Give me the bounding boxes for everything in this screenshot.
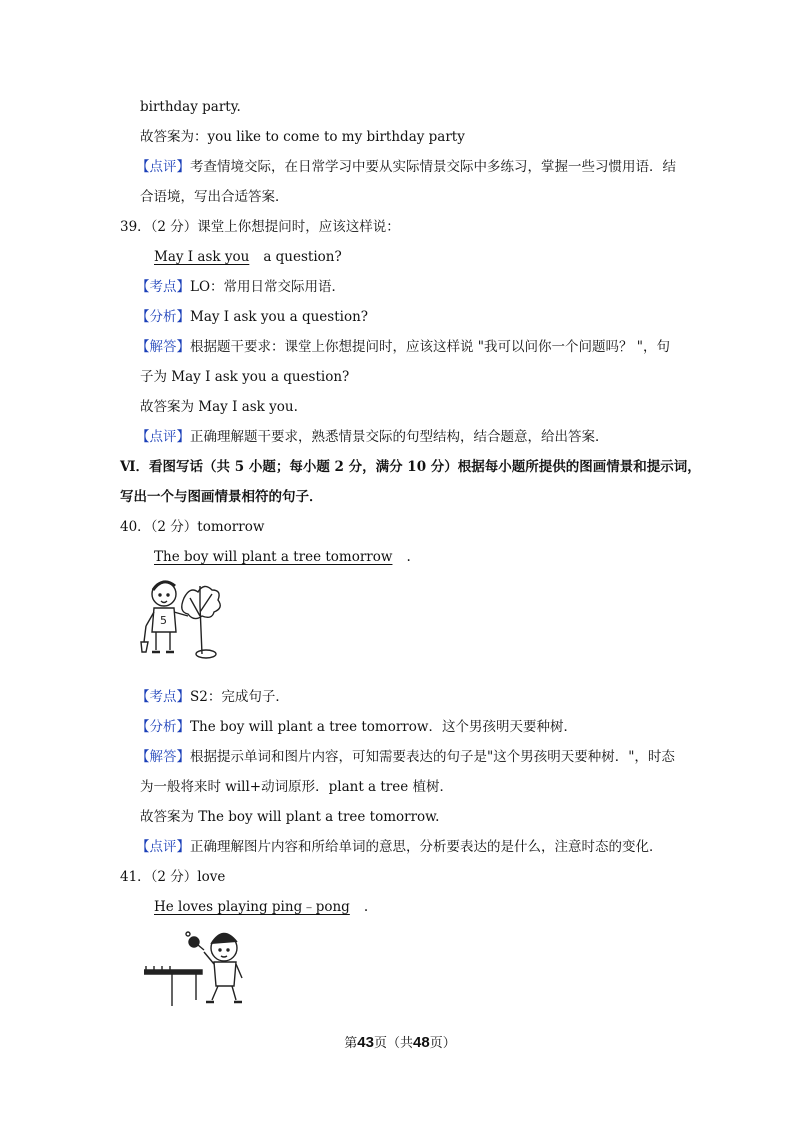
answer-line-39 [140, 248, 342, 266]
kaodian-tag: 【考点】 [136, 689, 190, 705]
section-heading-cont: 写出一个与图画情景相符的句子． [120, 489, 323, 505]
fenxi-text: The boy will plant a tree tomorrow．这个男孩明天要种树． [190, 719, 577, 735]
question-39: 39．（2 分）课堂上你想提问时，应该这样说： [120, 219, 400, 235]
current-page: 43 [357, 1034, 374, 1051]
answer-summary-40: 故答案为 The boy will plant a tree tomorrow. [140, 809, 440, 825]
answer-rest-39: a question? [263, 249, 342, 265]
dianping-text: 正确理解图片内容和所给单词的意思，分析要表达的是什么，注意时态的变化． [190, 839, 663, 855]
answer-blank-39: May I ask you [154, 249, 250, 265]
kaodian-text: S2：完成句子． [190, 689, 289, 705]
answer-line-41 [140, 898, 368, 916]
section-heading: Ⅵ．看图写话（共 5 小题；每小题 2 分，满分 10 分）根据每小题所提供的图画情景和提示词， [120, 459, 701, 475]
kaodian-text: LO：常用日常交际用语． [190, 279, 346, 295]
fenxi-39 [136, 308, 368, 326]
footer-pre: 第 [344, 1036, 358, 1051]
jieda-text: 根据提示单词和图片内容，可知需要表达的句子是"这个男孩明天要种树．"，时态 [190, 749, 675, 765]
jieda-40 [136, 748, 675, 766]
dianping-text: 正确理解题干要求，熟悉情景交际的句型结构，结合题意，给出答案． [190, 429, 609, 445]
dianping-40 [136, 838, 663, 856]
question-41: 41．（2 分）love [120, 869, 226, 885]
answer-blank-40: The boy will plant a tree tomorrow [154, 549, 393, 565]
kaodian-40 [136, 688, 289, 706]
dianping-tag: 【点评】 [136, 839, 190, 855]
dianping-39 [136, 428, 609, 446]
footer-post: 页） [429, 1036, 456, 1051]
comment-text: 考查情境交际，在日常学习中要从实际情景交际中多练习，掌握一些习惯用语．结 [190, 159, 676, 175]
answer-line-40 [140, 548, 411, 566]
jieda-40-cont: 为一般将来时 will+动词原形．plant a tree 植树． [140, 779, 454, 795]
jieda-39 [136, 338, 670, 356]
answer-end-41: . [363, 899, 369, 915]
footer-mid: 页（共 [373, 1036, 413, 1051]
kaodian-39 [136, 278, 345, 296]
question-40: 40．（2 分）tomorrow [120, 519, 265, 535]
fenxi-40 [136, 718, 577, 736]
jieda-39-cont: 子为 May I ask you a question? [140, 369, 350, 385]
jieda-tag: 【解答】 [136, 339, 190, 355]
answer-line: 故答案为：you like to come to my birthday party [140, 129, 465, 145]
total-pages: 48 [413, 1034, 430, 1051]
comment-line [136, 158, 676, 176]
text-line: birthday party. [140, 99, 241, 115]
comment-tag: 【点评】 [136, 159, 190, 175]
answer-summary-39: 故答案为 May I ask you. [140, 399, 298, 415]
page-number-footer [0, 1032, 800, 1051]
boy-playing-pingpong-image [144, 926, 248, 1008]
dianping-tag: 【点评】 [136, 429, 190, 445]
fenxi-tag: 【分析】 [136, 719, 190, 735]
jieda-text: 根据题干要求：课堂上你想提问时，应该这样说 "我可以问你一个问题吗？ "，句 [190, 339, 671, 355]
fenxi-tag: 【分析】 [136, 309, 190, 325]
answer-blank-41: He loves playing ping﹣pong [154, 899, 350, 915]
text-line: 合语境，写出合适答案． [140, 189, 289, 205]
svg-text:5: 5 [160, 614, 167, 627]
answer-end-40: . [406, 549, 411, 565]
jieda-tag: 【解答】 [136, 749, 190, 765]
fenxi-text: May I ask you a question? [190, 309, 368, 325]
kaodian-tag: 【考点】 [136, 279, 190, 295]
boy-planting-tree-image [140, 576, 232, 660]
